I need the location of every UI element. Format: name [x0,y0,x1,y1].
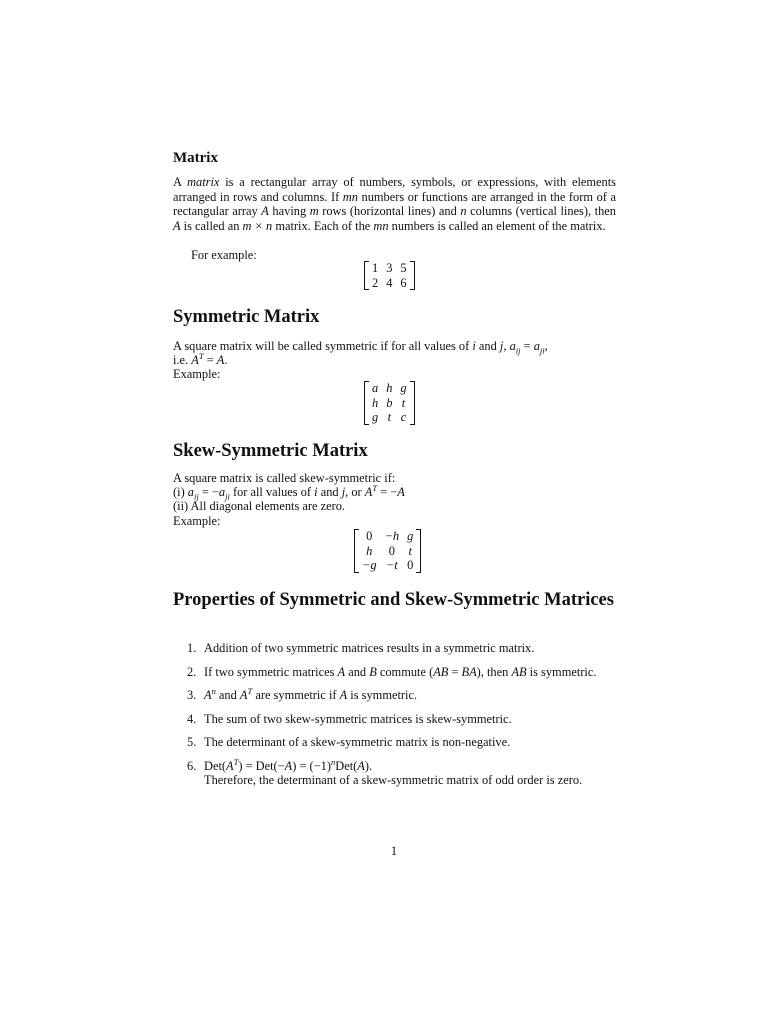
matrix-cell: 0 [388,543,395,558]
symmetric-definition: A square matrix will be called symmetric if for all values of i and j, $a_{ij} = a_{ji}$, [173,339,548,356]
matrix-cell: 0 [407,558,414,572]
skew-symmetric-condition-2: (ii) All diagonal elements are zero. [173,499,346,513]
section-heading-properties: Properties of Symmetric and Skew-Symmetric Matrices [173,590,614,610]
properties-list [173,641,618,797]
list-item: 4. The sum of two skew-symmetric matrices is skew-symmetric. [187,711,512,726]
matrix-cell: t [408,543,412,558]
matrix-cell: g [400,381,407,395]
page-number: 1 [390,844,398,858]
matrix-cell: g [372,410,379,424]
matrix-cell: h [366,543,373,558]
matrix-cell: t [387,410,392,424]
symmetric-transpose-condition: i.e. $A^T = A$. [173,350,228,367]
matrix-cell: −g [362,558,377,572]
section-heading-matrix: Matrix [173,150,218,166]
matrix-cell: g [407,529,414,543]
matrix-example-1 [364,261,415,290]
matrix-cell: 6 [400,275,407,290]
skew-symmetric-example-matrix [354,529,421,573]
matrix-cell: a [372,381,379,395]
matrix-cell: h [372,395,379,410]
symmetric-example-matrix [364,381,415,425]
skew-symmetric-condition-1: (i) $a_{ij} = -a_{ji}$ for all values of i and j, or $A^T = -A$ [173,482,405,502]
matrix-example-label: For example: [191,248,257,262]
matrix-cell: b [386,395,393,410]
matrix-cell: 3 [386,261,393,275]
list-item: 5. The determinant of a skew-symmetric matrix is non-negative. [187,735,511,749]
matrix-cell: 2 [372,275,379,290]
matrix-cell: −t [385,558,398,572]
matrix-cell: c [400,410,407,424]
list-item: 1. Addition of two symmetric matrices results in a symmetric matrix. [187,641,535,655]
symmetric-example-label: Example: [173,367,221,381]
matrix-cell: 0 [366,529,373,543]
list-item: 2. If two symmetric matrices A and B commute (AB = BA), then AB is symmetric. [187,664,597,679]
matrix-cell: 5 [400,261,407,275]
matrix-cell: h [386,381,393,395]
list-item: 6. $Det(A^T) = Det(-A) = (-1)^nDet(A)$. Therefore, the determinant of a skew-symmetric matrix of odd order is zero. [187,756,583,788]
skew-symmetric-example-label: Example: [173,514,221,528]
matrix-cell: −h [384,529,400,543]
matrix-cell: 1 [372,261,379,275]
list-item: 3. $A^n$ and $A^T$ are symmetric if A is symmetric. [187,685,418,702]
skew-symmetric-intro: A square matrix is called skew-symmetric if: [173,471,396,485]
section-heading-symmetric: Symmetric Matrix [173,307,320,327]
matrix-cell: t [401,395,406,410]
matrix-definition-paragraph: A matrix is a rectangular array of numbers, symbols, or expressions, with elements arranged in rows and columns. If mn numbers or functions are arranged in the form of a rectangular array A having m rows (horizontal lines) and n columns (vertical lines), then A is called an m × n matrix. Each of the mn numbers is called an element of the matrix. [173,175,616,234]
section-heading-skew-symmetric: Skew-Symmetric Matrix [173,441,368,461]
matrix-cell: 4 [386,275,393,290]
